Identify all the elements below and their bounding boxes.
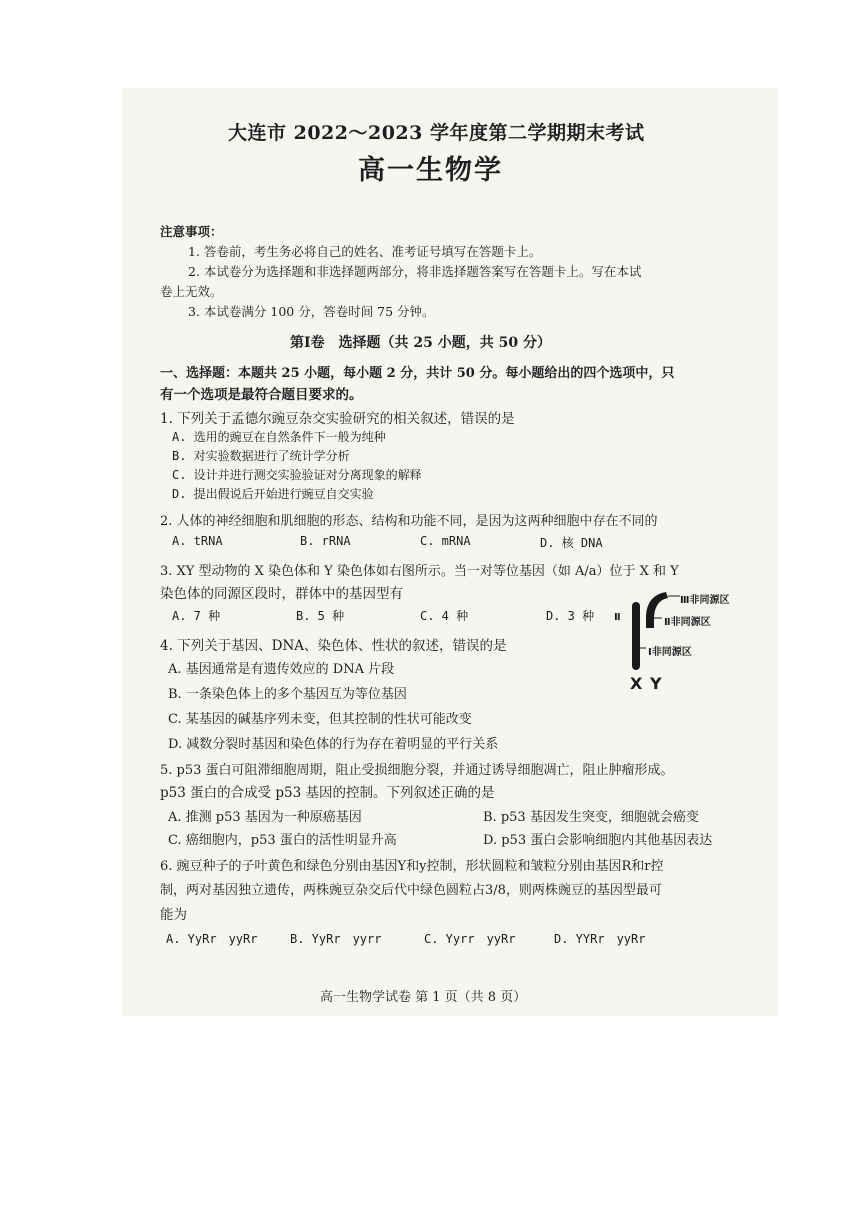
q2-option-a: A. tRNA xyxy=(172,534,223,548)
q1-option-a: A. 选用的豌豆在自然条件下一般为纯种 xyxy=(172,430,386,444)
q6-option-a: A. YyRr yyRr xyxy=(166,932,258,946)
q3-stem-line2: 染色体的同源区段时，群体中的基因型有 xyxy=(160,586,403,602)
q1-stem: 1. 下列关于孟德尔豌豆杂交实验研究的相关叙述，错误的是 xyxy=(160,411,515,427)
q2-option-b: B. rRNA xyxy=(300,534,351,548)
q6-option-d: D. YYRr yyRr xyxy=(554,932,646,946)
x-label: X xyxy=(630,674,643,693)
notice-heading: 注意事项： xyxy=(160,224,223,239)
label-iii-nonhomologous: Ⅲ非同源区 xyxy=(680,595,730,606)
q5-option-b: B. p53 基因发生突变，细胞就会癌变 xyxy=(483,810,699,825)
q4-option-b: B. 一条染色体上的多个基因互为等位基因 xyxy=(168,687,407,702)
x-chromosome xyxy=(632,602,640,670)
label-ii-short: Ⅱ xyxy=(614,612,621,623)
notice-item-1: 1. 答卷前，考生务必将自己的姓名、准考证号填写在答题卡上。 xyxy=(188,244,542,259)
q5-stem-line1: 5. p53 蛋白可阻滞细胞周期，阻止受损细胞分裂，并通过诱导细胞凋亡，阻止肿瘤形成。 xyxy=(160,763,674,778)
section-intro-2: 有一个选项是最符合题目要求的。 xyxy=(160,387,363,403)
q1-option-d: D. 提出假说后开始进行豌豆自交实验 xyxy=(172,487,374,501)
notice-item-2-cont: 卷上无效。 xyxy=(160,284,223,299)
q4-stem: 4. 下列关于基因、DNA、染色体、性状的叙述，错误的是 xyxy=(160,638,507,654)
notice-item-2: 2. 本试卷分为选择题和非选择题两部分，将非选择题答案写在答题卡上。写在本试 xyxy=(188,264,642,279)
q4-option-c: C. 某基因的碱基序列未变，但其控制的性状可能改变 xyxy=(168,712,472,727)
q5-option-a: A. 推测 p53 基因为一种原癌基因 xyxy=(168,810,362,825)
q3-option-d: D. 3 种 xyxy=(546,609,595,623)
section-title: 第Ⅰ卷 选择题（共 25 小题，共 50 分） xyxy=(290,335,552,351)
q2-option-d: D. 核 DNA xyxy=(540,536,603,550)
q4-option-a: A. 基因通常是有遗传效应的 DNA 片段 xyxy=(168,662,395,677)
q1-option-b: B. 对实验数据进行了统计学分析 xyxy=(172,449,350,463)
q3-option-a: A. 7 种 xyxy=(172,609,221,623)
q6-stem-line1: 6. 豌豆种子的子叶黄色和绿色分别由基因Y和y控制，形状圆粒和皱粒分别由基因R和r控 xyxy=(160,859,664,874)
q2-stem: 2. 人体的神经细胞和肌细胞的形态、结构和功能不同，是因为这两种细胞中存在不同的 xyxy=(160,514,658,529)
q6-stem-line2: 制，两对基因独立遗传，两株豌豆杂交后代中绿色圆粒占3/8，则两株豌豆的基因型最可 xyxy=(160,883,662,898)
q3-stem-line1: 3. XY 型动物的 X 染色体和 Y 染色体如右图所示。当一对等位基因（如 A/a）位于 X 和 Y xyxy=(160,564,679,579)
y-label: Y xyxy=(650,674,662,693)
q5-option-d: D. p53 蛋白会影响细胞内其他基因表达 xyxy=(483,833,713,848)
exam-title: 大连市 2022～2023 学年度第二学期期末考试 xyxy=(228,122,645,144)
label-i-nonhomologous: Ⅰ非同源区 xyxy=(648,647,692,658)
section-intro-1: 一、选择题：本题共 25 小题，每小题 2 分，共计 50 分。每小题给出的四个选项中，只 xyxy=(160,366,675,381)
label-ii-nonhomologous: Ⅱ非同源区 xyxy=(664,617,711,628)
q3-option-b: B. 5 种 xyxy=(296,609,345,623)
q3-option-c: C. 4 种 xyxy=(420,609,469,623)
q5-option-c: C. 癌细胞内，p53 蛋白的活性明显升高 xyxy=(168,833,397,848)
q6-option-b: B. YyRr yyrr xyxy=(290,932,382,946)
q1-option-c: C. 设计并进行测交实验验证对分离现象的解释 xyxy=(172,468,422,482)
subject-title: 高一生物学 xyxy=(358,155,503,186)
page-footer: 高一生物学试卷 第 1 页（共 8 页） xyxy=(320,990,527,1005)
q6-stem-line3: 能为 xyxy=(160,907,187,923)
notice-item-3: 3. 本试卷满分 100 分，答卷时间 75 分钟。 xyxy=(188,304,435,319)
q6-option-c: C. Yyrr yyRr xyxy=(424,932,516,946)
q5-stem-line2: p53 蛋白的合成受 p53 基因的控制。下列叙述正确的是 xyxy=(160,785,495,801)
q4-option-d: D. 减数分裂时基因和染色体的行为存在着明显的平行关系 xyxy=(168,737,499,752)
q2-option-c: C. mRNA xyxy=(420,534,471,548)
